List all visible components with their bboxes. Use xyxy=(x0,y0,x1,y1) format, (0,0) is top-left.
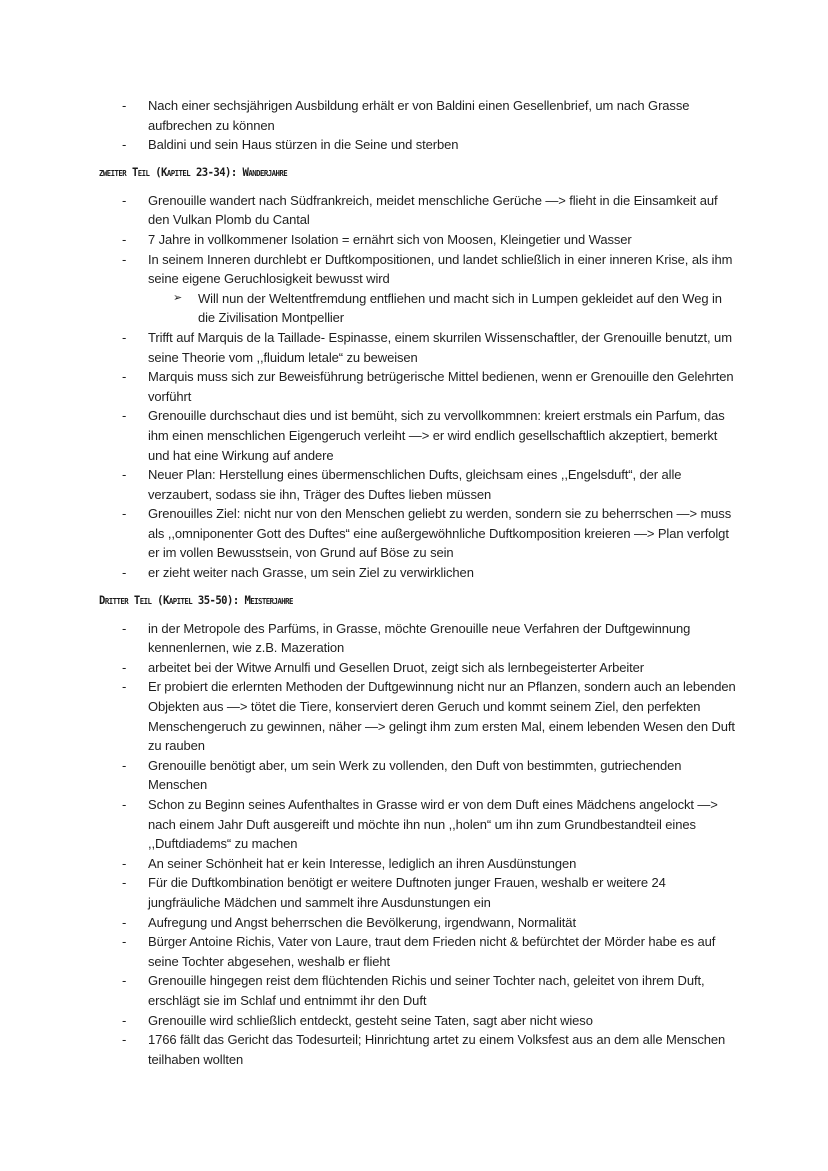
list-item xyxy=(0,971,828,1010)
list-item xyxy=(0,563,828,583)
dash-bullet-icon: - xyxy=(122,973,127,989)
list-item xyxy=(0,135,828,155)
dash-bullet-icon: - xyxy=(122,467,127,483)
list-item xyxy=(0,932,828,971)
list-item xyxy=(0,658,828,678)
list-item-text: Bürger Antoine Richis, Vater von Laure, traut dem Frieden nicht & befürchtet der Mörder habe es auf seine Tochter abgesehen, weshalb er flieht xyxy=(148,934,716,969)
dash-bullet-icon: - xyxy=(122,934,127,950)
dash-bullet-icon: - xyxy=(122,231,127,247)
section-heading-zweiter-teil: zweiter Teil (Kapitel 23-34): Wanderjahre xyxy=(99,164,288,179)
list-item-text: Grenouilles Ziel: nicht nur von den Menschen geliebt zu werden, sondern sie zu beherrschen —> muss als ,,omniponenter Gott des Duftes“ eine außergewöhnliche Duftkomposition kreieren —> Plan verfolgt er im vollen Bewusstsein, von Grund auf Böse zu sein xyxy=(148,506,732,561)
list-item-text: In seinem Inneren durchlebt er Duftkompositionen, und landet schließlich in einer inneren Krise, als ihm seine eigene Geruchlosigkeit bewusst wird xyxy=(148,251,733,287)
list-item-text: Schon zu Beginn seines Aufenthaltes in Grasse wird er von dem Duft eines Mädchens angelockt —> nach einem Jahr Duft ausgereift und möchte ihn nun ,,holen“ um ihn zum Grundbestandteil eines ,,Duftdiadems“ zu machen xyxy=(148,797,718,852)
dash-bullet-icon: - xyxy=(122,875,127,891)
list-item xyxy=(0,1030,828,1069)
dash-bullet-icon: - xyxy=(122,408,127,424)
list-item-text: Neuer Plan: Herstellung eines übermenschlichen Dufts, gleichsam eines ,,Engelsduft“, der alle verzaubert, sodass sie ihn, Träger des Duftes lieben müssen xyxy=(148,467,682,502)
list-item xyxy=(0,406,828,465)
list-item xyxy=(0,913,828,933)
dash-bullet-icon: - xyxy=(122,137,127,153)
sub-list-item-text: Will nun der Weltentfremdung entfliehen und macht sich in Lumpen gekleidet auf den Weg in die Zivilisation Montpellier xyxy=(198,290,722,326)
list-item xyxy=(0,250,828,328)
list-item-text: Grenouille hingegen reist dem flüchtenden Richis und seiner Tochter nach, geleitet von ihrem Duft, erschlägt sie im Schlaf und entnimmt ihr den Duft xyxy=(148,973,705,1008)
dritter-teil-list xyxy=(0,619,828,1070)
list-item-text: 1766 fällt das Gericht das Todesurteil; Hinrichtung artet zu einem Volksfest aus an dem alle Menschen teilhaben wollten xyxy=(148,1032,726,1067)
dash-bullet-icon: - xyxy=(122,329,127,345)
list-item-text: Trifft auf Marquis de la Taillade- Espinasse, einem skurrilen Wissenschaftler, der Grenouille benutzt, um seine Theorie vom ,,fluidum letale“ zu beweisen xyxy=(148,329,732,365)
list-item xyxy=(0,367,828,406)
list-item xyxy=(0,328,828,367)
document-page xyxy=(0,96,828,1069)
section-heading-dritter-teil: Dritter Teil (Kapitel 35-50): Meisterjahre xyxy=(99,592,293,607)
list-item-text: Nach einer sechsjährigen Ausbildung erhält er von Baldini einen Gesellenbrief, um nach Grasse aufbrechen zu können xyxy=(148,98,690,133)
dash-bullet-icon: - xyxy=(122,659,127,675)
sub-list-item xyxy=(148,289,736,328)
intro-list xyxy=(0,96,828,155)
list-item xyxy=(0,504,828,563)
sub-list xyxy=(148,289,736,328)
list-item xyxy=(0,756,828,795)
dash-bullet-icon: - xyxy=(122,192,127,208)
list-item xyxy=(0,96,828,135)
list-item-text: Für die Duftkombination benötigt er weitere Duftnoten junger Frauen, weshalb er weitere 24 jungfräuliche Mädchen und sammelt ihre Ausdunstungen ein xyxy=(148,875,666,910)
dash-bullet-icon: - xyxy=(122,251,127,267)
list-item-text: in der Metropole des Parfüms, in Grasse, möchte Grenouille neue Verfahren der Duftgewinnung kennenlernen, wie z.B. Mazeration xyxy=(148,620,691,656)
dash-bullet-icon: - xyxy=(122,757,127,773)
dash-bullet-icon: - xyxy=(122,565,127,581)
list-item-text: er zieht weiter nach Grasse, um sein Ziel zu verwirklichen xyxy=(148,565,474,581)
dash-bullet-icon: - xyxy=(122,506,127,522)
dash-bullet-icon: - xyxy=(122,1012,127,1028)
list-item-text: Aufregung und Angst beherrschen die Bevölkerung, irgendwann, Normalität xyxy=(148,914,576,930)
list-item xyxy=(0,873,828,912)
list-item xyxy=(0,465,828,504)
dash-bullet-icon: - xyxy=(122,620,127,636)
dash-bullet-icon: - xyxy=(122,679,127,695)
list-item-text: Grenouille wandert nach Südfrankreich, meidet menschliche Gerüche —> flieht in die Einsamkeit auf den Vulkan Plomb du Cantal xyxy=(148,192,718,228)
list-item-text: Baldini und sein Haus stürzen in die Seine und sterben xyxy=(148,137,459,153)
list-item-text: Marquis muss sich zur Beweisführung betrügerische Mittel bedienen, wenn er Grenouille den Gelehrten vorführt xyxy=(148,369,734,404)
list-item xyxy=(0,619,828,658)
list-item xyxy=(0,191,828,230)
list-item-text: Grenouille benötigt aber, um sein Werk zu vollenden, den Duft von bestimmten, gutriechenden Menschen xyxy=(148,757,682,793)
list-item-text: arbeitet bei der Witwe Arnulfi und Gesellen Druot, zeigt sich als lernbegeisterter Arbeiter xyxy=(148,659,644,675)
list-item xyxy=(0,854,828,874)
list-item-text: Er probiert die erlernten Methoden der Duftgewinnung nicht nur an Pflanzen, sondern auch an lebenden Objekten aus —> tötet die Tiere, konserviert deren Geruch und kommt seinem Ziel, den perfekten Menschengeruch zu gewinnen, näher —> gelingt ihm zum ersten Mal, einem lebenden Wesen den Duft zu rauben xyxy=(148,679,736,754)
list-item-text: Grenouille durchschaut dies und ist bemüht, sich zu vervollkommnen: kreiert erstmals ein Parfum, das ihm einen menschlichen Eigengeruch verleiht —> er wird endlich gesellschaftlich akzeptiert, bemerkt und hat eine Wirkung auf andere xyxy=(148,408,725,463)
dash-bullet-icon: - xyxy=(122,797,127,812)
list-item xyxy=(0,795,828,854)
list-item-text: 7 Jahre in vollkommener Isolation = ernährt sich von Moosen, Kleingetier und Wasser xyxy=(148,231,632,247)
list-item xyxy=(0,1011,828,1031)
dash-bullet-icon: - xyxy=(122,98,127,113)
arrow-bullet-icon: ➢ xyxy=(173,291,183,304)
dash-bullet-icon: - xyxy=(122,914,127,930)
list-item xyxy=(0,677,828,755)
dash-bullet-icon: - xyxy=(122,855,127,871)
list-item-text: Grenouille wird schließlich entdeckt, gesteht seine Taten, sagt aber nicht wieso xyxy=(148,1012,593,1028)
dash-bullet-icon: - xyxy=(122,369,127,385)
zweiter-teil-list xyxy=(0,191,828,583)
dash-bullet-icon: - xyxy=(122,1032,127,1048)
list-item xyxy=(0,230,828,250)
list-item-text: An seiner Schönheit hat er kein Interesse, lediglich an ihren Ausdünstungen xyxy=(148,855,577,871)
